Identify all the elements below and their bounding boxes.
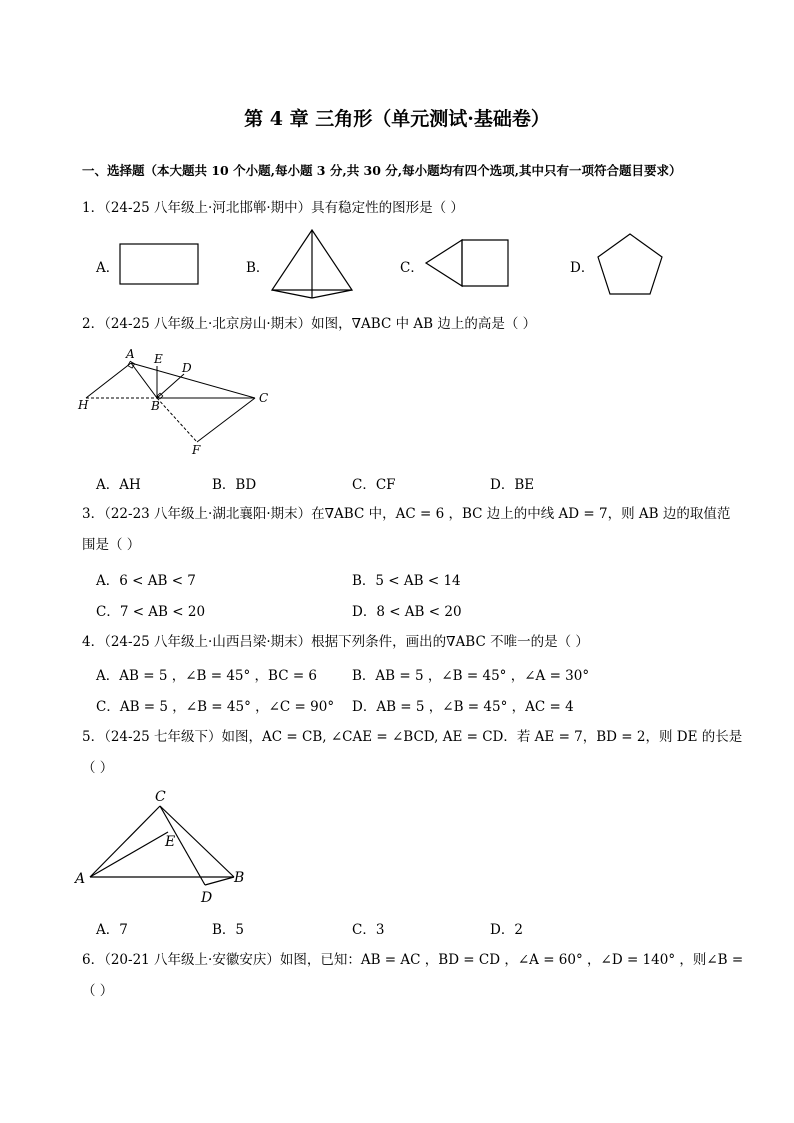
question-1-stem: 1．（24-25 八年级上·河北邯郸·期中）具有稳定性的图形是（ ） <box>82 200 464 216</box>
q1-rectangle-figure <box>118 242 200 286</box>
q3-option-b: B．5 < AB < 14 <box>352 573 461 589</box>
question-6-stem-line1: 6．（20-21 八年级上·安徽安庆）如图，已知：AB = AC ，BD = CD ，∠A = 60° ，∠D = 140° ，则∠B = <box>82 952 744 968</box>
page-title: 第 4 章 三角形（单元测试·基础卷） <box>244 108 550 130</box>
q5-label-d: D <box>201 890 213 906</box>
question-3-stem-line1: 3．（22-23 八年级上·湖北襄阳·期末）在∇ABC 中，AC = 6 ，BC 边上的中线 AD = 7，则 AB 边的取值范 <box>82 506 731 522</box>
q2-label-c: C <box>259 391 269 405</box>
question-5-stem-line1: 5．（24-25 七年级下）如图，AC = CB, ∠CAE = ∠BCD, AE = CD．若 AE = 7，BD = 2，则 DE 的长是 <box>82 729 743 745</box>
q3-option-d: D．8 < AB < 20 <box>352 604 462 620</box>
q5-label-c: C <box>155 789 166 805</box>
q5-option-c: C．3 <box>352 922 385 938</box>
q5-option-a: A．7 <box>96 922 128 938</box>
q5-label-b: B <box>234 870 245 886</box>
q2-option-d: D．BE <box>490 477 535 493</box>
q5-option-d: D．2 <box>490 922 523 938</box>
question-5-stem-line2: （ ） <box>82 760 114 776</box>
q5-label-a: A <box>75 871 86 887</box>
q4-option-c: C．AB = 5 ，∠B = 45° ，∠C = 90° <box>96 699 335 715</box>
q1-split-triangle-figure <box>270 228 354 300</box>
q1-pentagon-figure <box>596 232 664 296</box>
section-header: 一、选择题（本大题共 10 个小题,每小题 3 分,共 30 分,每小题均有四个选项,其中只有一项符合题目要求） <box>82 163 682 178</box>
q2-label-h: H <box>78 398 89 412</box>
q1-option-b: B． <box>246 260 270 276</box>
q5-option-b: B．5 <box>212 922 245 938</box>
q1-option-a: A． <box>96 260 120 276</box>
q2-label-a: A <box>126 347 135 361</box>
q2-label-f: F <box>192 443 201 457</box>
q5-label-e: E <box>165 834 176 850</box>
q4-option-a: A．AB = 5 ，∠B = 45° ，BC = 6 <box>96 668 318 684</box>
q2-label-e: E <box>154 352 163 366</box>
q4-option-b: B．AB = 5 ，∠B = 45° ，∠A = 30° <box>352 668 590 684</box>
question-4-stem: 4．（24-25 八年级上·山西吕梁·期末）根据下列条件，画出的∇ABC 不唯一的是（ ） <box>82 634 589 650</box>
q3-option-a: A．6 < AB < 7 <box>96 573 196 589</box>
q2-option-a: A．AH <box>96 477 141 493</box>
question-6-stem-line2: （ ） <box>82 983 114 999</box>
q5-triangle-figure <box>72 786 262 910</box>
q1-option-d: D． <box>570 260 595 276</box>
q4-option-d: D．AB = 5 ，∠B = 45° ，AC = 4 <box>352 699 574 715</box>
q2-option-b: B．BD <box>212 477 257 493</box>
question-3-stem-line2: 围是（ ） <box>82 537 141 553</box>
q2-label-b: B <box>151 399 160 413</box>
q1-triangle-square-figure <box>424 238 510 290</box>
q3-option-c: C．7 < AB < 20 <box>96 604 206 620</box>
q2-label-d: D <box>182 361 192 375</box>
q2-triangle-figure <box>78 346 278 458</box>
q1-option-c: C． <box>400 260 424 276</box>
q2-option-c: C．CF <box>352 477 396 493</box>
question-2-stem: 2．（24-25 八年级上·北京房山·期末）如图，∇ABC 中 AB 边上的高是（ ） <box>82 316 537 332</box>
